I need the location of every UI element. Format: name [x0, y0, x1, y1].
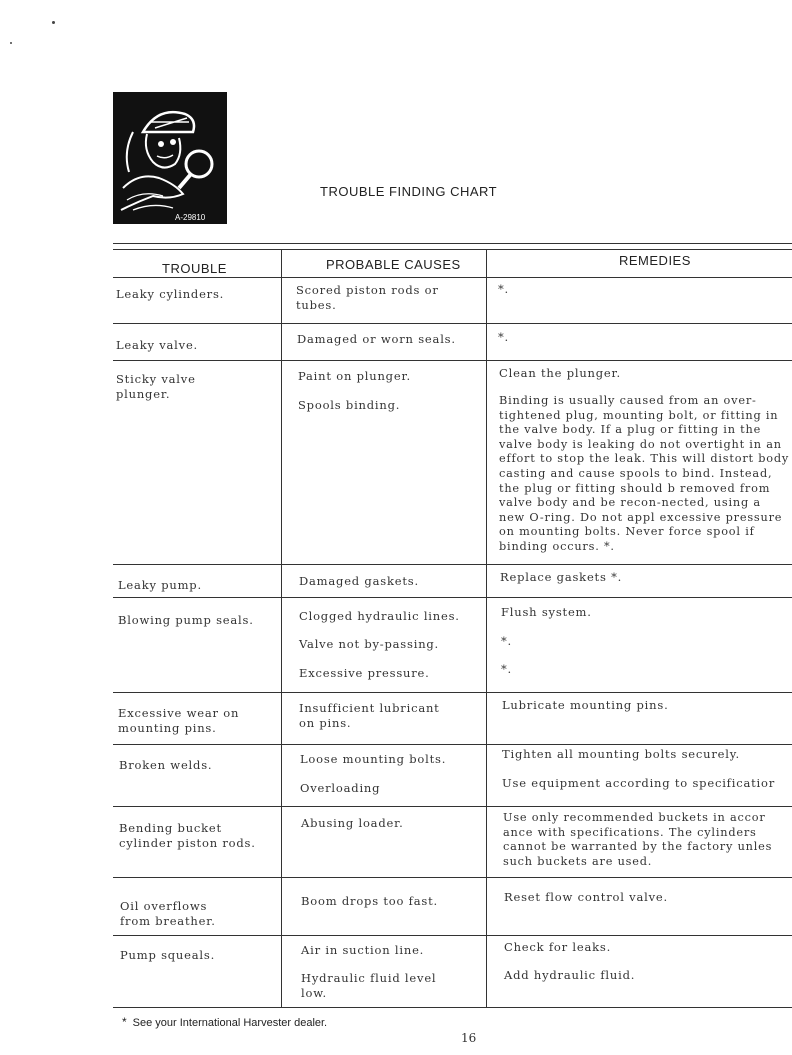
row-rule	[113, 877, 792, 878]
cause-cell: Insufficient lubricant on pins.	[299, 701, 440, 730]
table-top-rule	[113, 243, 792, 244]
footnote	[122, 1015, 327, 1029]
remedy-cell: *.	[498, 330, 510, 344]
trouble-cell: Excessive wear on mounting pins.	[118, 706, 240, 735]
row-rule	[113, 935, 792, 936]
cause-cell: Clogged hydraulic lines.	[299, 609, 460, 623]
column-divider	[486, 249, 487, 1007]
trouble-cell: Pump squeals.	[120, 948, 216, 962]
trouble-cell: Leaky pump.	[118, 578, 202, 592]
logo-code: A-29810	[175, 213, 206, 222]
remedy-cell: Reset flow control valve.	[504, 890, 668, 904]
remedy-cell: Replace gaskets *.	[500, 570, 623, 584]
cause-cell: Hydraulic fluid level low.	[301, 971, 437, 1000]
header-remedies: REMEDIES	[619, 253, 691, 268]
scan-speck	[10, 42, 12, 44]
scan-speck	[52, 21, 55, 24]
remedy-cell: *.	[498, 282, 510, 296]
remedy-cell: *.	[501, 634, 513, 648]
trouble-cell: Sticky valve plunger.	[116, 372, 196, 401]
trouble-cell: Bending bucket cylinder piston rods.	[119, 821, 256, 850]
detective-magnifier-icon	[113, 92, 227, 224]
remedy-cell: Binding is usually caused from an over-tightened plug, mounting bolt, or fitting in the valve body. If a plug or fitting in the valve body is leaking do not overtight in an effort to stop the leak. This will distort body casting and cause spools to bind. Instead, the plug or fitting should b removed from valve body and be recon-nected, using a new O-ring. Do not appl excessive pressure on mounting bolts. Never force spool if binding occurs. *.	[499, 394, 790, 553]
trouble-cell: Leaky cylinders.	[116, 287, 225, 301]
remedy-cell: Add hydraulic fluid.	[504, 968, 636, 982]
row-rule	[113, 806, 792, 807]
cause-cell: Overloading	[300, 781, 381, 795]
cause-cell: Excessive pressure.	[299, 666, 430, 680]
cause-cell: Paint on plunger.	[298, 369, 411, 383]
row-rule	[113, 597, 792, 598]
column-divider	[281, 249, 282, 1007]
footnote-text: See your International Harvester dealer.	[132, 1017, 328, 1029]
cause-cell: Boom drops too fast.	[301, 894, 438, 908]
detective-logo	[113, 92, 227, 224]
remedy-cell: Tighten all mounting bolts securely.	[502, 747, 740, 761]
cause-cell: Scored piston rods or tubes.	[296, 283, 439, 312]
row-rule	[113, 744, 792, 745]
cause-cell: Damaged gaskets.	[299, 574, 419, 588]
cause-cell: Air in suction line.	[301, 943, 425, 957]
remedy-cell: Use only recommended buckets in accor ance with specifications. The cylinders cannot be warranted by the factory unles such buckets are used.	[503, 811, 773, 868]
trouble-cell: Blowing pump seals.	[118, 613, 254, 627]
remedy-cell: Clean the plunger.	[499, 366, 621, 380]
remedy-cell: Flush system.	[501, 605, 592, 619]
cause-cell: Abusing loader.	[301, 816, 404, 830]
table-top-rule	[113, 249, 792, 250]
cause-cell: Damaged or worn seals.	[297, 332, 456, 346]
trouble-cell: Oil overflows from breather.	[120, 899, 216, 928]
remedy-cell: Use equipment according to specificatior	[502, 776, 776, 790]
cause-cell: Loose mounting bolts.	[300, 752, 447, 766]
header-rule	[113, 277, 792, 278]
cause-cell: Spools binding.	[298, 398, 401, 412]
header-probable-causes: PROBABLE CAUSES	[326, 257, 461, 272]
cause-cell: Valve not by-passing.	[299, 637, 440, 651]
footnote-star: *	[122, 1015, 127, 1029]
row-rule	[113, 692, 792, 693]
remedy-cell: *.	[501, 662, 513, 676]
row-rule	[113, 323, 792, 324]
remedy-cell: Lubricate mounting pins.	[502, 698, 669, 712]
page-number: 16	[461, 1031, 477, 1045]
trouble-cell: Broken welds.	[119, 758, 213, 772]
row-rule	[113, 564, 792, 565]
row-rule	[113, 360, 792, 361]
header-trouble: TROUBLE	[162, 261, 227, 276]
page-title: TROUBLE FINDING CHART	[320, 184, 498, 199]
remedy-cell: Check for leaks.	[504, 940, 612, 954]
table-bottom-rule	[113, 1007, 792, 1008]
trouble-cell: Leaky valve.	[116, 338, 199, 352]
